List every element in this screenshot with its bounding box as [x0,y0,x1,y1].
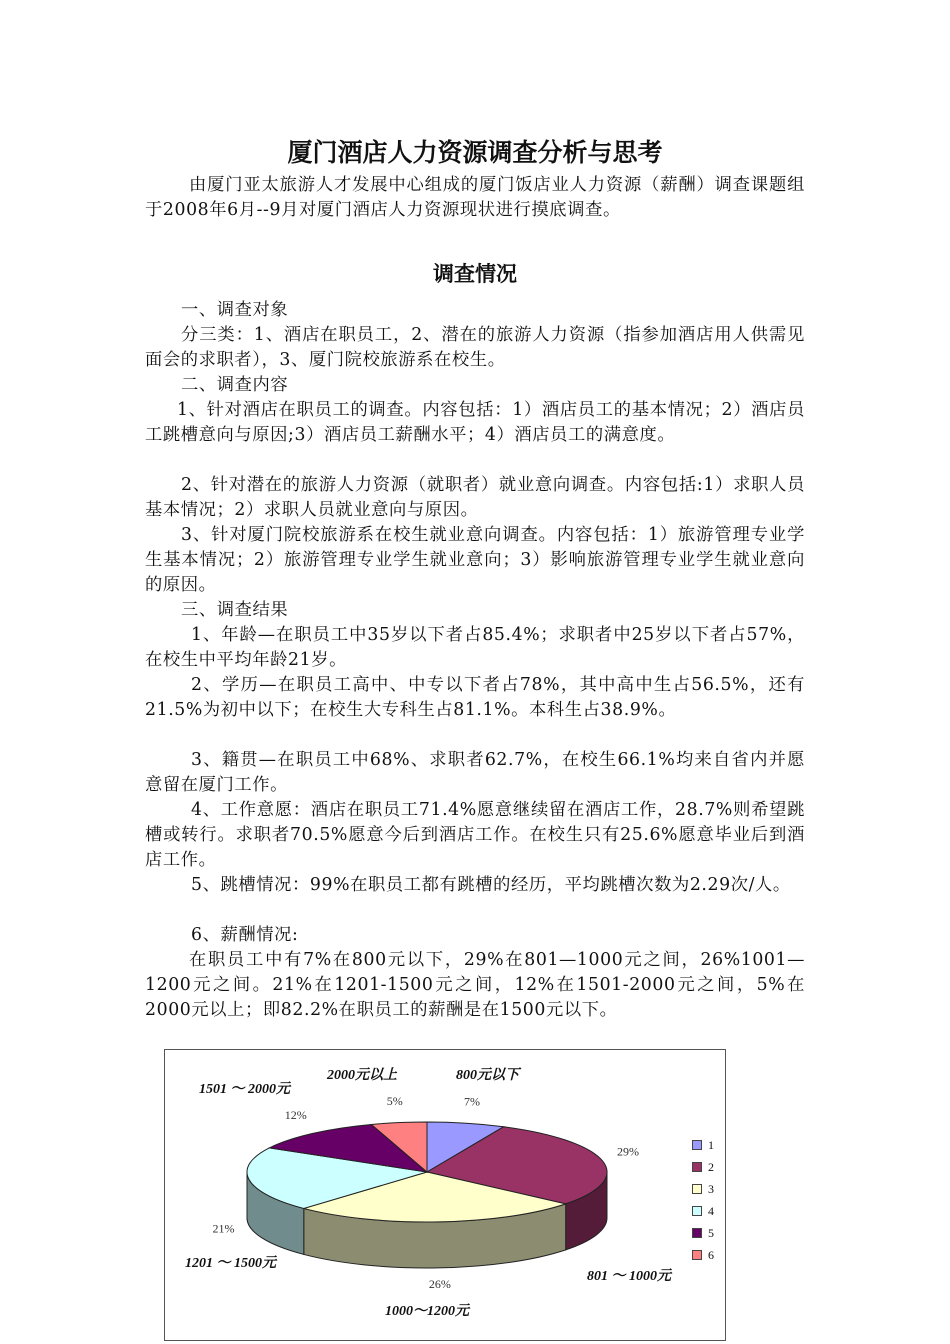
legend-swatch [692,1140,702,1150]
paragraph-result-age: 1、年龄—在职员工中35岁以下者占85.4%；求职者中25岁以下者占57%，在校生中平均年龄21岁。 [145,625,805,670]
legend-swatch [692,1228,702,1238]
slice-label-801-1000: 801 ～ 1000元 [587,1269,671,1284]
legend-label: 4 [708,1203,714,1218]
legend-swatch [692,1162,702,1172]
pie-value-label-4: 21% [212,1221,235,1236]
legend-label: 6 [708,1247,714,1262]
paragraph-result-education: 2、学历—在职员工高中、中专以下者占78%，其中高中生占56.5%，还有21.5%为初中以下；在校生大专科生占81.1%。本科生占38.9%。 [145,675,805,720]
paragraph-result-job-hopping: 5、跳槽情况：99%在职员工都有跳槽的经历，平均跳槽次数为2.29次/人。 [191,875,791,895]
pie-value-label-5: 12% [284,1108,307,1123]
legend-label: 5 [708,1225,714,1240]
pie-value-label-1: 7% [463,1094,480,1109]
salary-pie-chart [164,1049,726,1341]
heading-survey-subjects: 一、调查对象 [181,300,289,320]
pie-value-label-2: 29% [617,1144,640,1159]
section-title: 调查情况 [433,262,517,286]
paragraph-content-3: 3、针对厦门院校旅游系在校生就业意向调查。内容包括：1）旅游管理专业学生基本情况；2）旅游管理专业学生就业意向；3）影响旅游管理专业学生就业意向的原因。 [145,525,805,595]
slice-label-over-2000: 2000元以上 [327,1068,397,1083]
legend-label: 1 [708,1137,714,1152]
legend-swatch [692,1184,702,1194]
paragraph-salary: 在职员工中有7%在800元以下，29%在801—1000元之间，26%1001—1200元之间。21%在1201-1500元之间，12%在1501-2000元之间，5%在2000元以上；即82.2%在职员工的薪酬是在1500元以下。 [145,950,805,1020]
legend-item-1 [692,1134,714,1156]
paragraph-result-intention: 4、工作意愿：酒店在职员工71.4%愿意继续留在酒店工作，28.7%则希望跳槽或转行。求职者70.5%愿意今后到酒店工作。在校生只有25.6%愿意毕业后到酒店工作。 [145,800,805,870]
legend-item-6 [692,1244,714,1266]
paragraph-result-origin: 3、籍贯—在职员工中68%、求职者62.7%，在校生66.1%均来自省内并愿意留在厦门工作。 [145,750,805,795]
pie-value-label-6: 5% [386,1093,403,1108]
legend-swatch [692,1250,702,1260]
heading-survey-content: 二、调查内容 [181,375,289,395]
legend-swatch [692,1206,702,1216]
slice-label-under-800: 800元以下 [456,1068,519,1083]
intro-paragraph: 由厦门亚太旅游人才发展中心组成的厦门饭店业人力资源（薪酬）调查课题组于2008年6月--9月对厦门酒店人力资源现状进行摸底调查。 [145,175,805,220]
legend-item-4 [692,1200,714,1222]
legend-item-2 [692,1156,714,1178]
paragraph-content-2: 2、针对潜在的旅游人力资源（就职者）就业意向调查。内容包括:1）求职人员基本情况；2）求职人员就业意向与原因。 [145,475,805,520]
paragraph-survey-subjects: 分三类：1、酒店在职员工，2、潜在的旅游人力资源（指参加酒店用人供需见面会的求职者），3、厦门院校旅游系在校生。 [145,325,805,370]
document-title: 厦门酒店人力资源调查分析与思考 [287,138,663,167]
legend-item-5 [692,1222,714,1244]
heading-survey-results: 三、调查结果 [181,600,289,620]
heading-salary: 6、薪酬情况: [191,925,299,945]
legend-label: 3 [708,1181,714,1196]
slice-label-1501-2000: 1501 ～ 2000元 [199,1082,290,1097]
slice-label-1201-1500: 1201 ～ 1500元 [185,1256,276,1271]
legend-item-3 [692,1178,714,1200]
pie-value-label-3: 26% [428,1276,451,1291]
paragraph-content-1: 1、针对酒店在职员工的调查。内容包括：1）酒店员工的基本情况；2）酒店员工跳槽意向与原因;3）酒店员工薪酬水平；4）酒店员工的满意度。 [145,400,805,445]
legend-label: 2 [708,1159,714,1174]
chart-legend [692,1134,714,1266]
slice-label-1000-1200: 1000～1200元 [385,1304,469,1319]
